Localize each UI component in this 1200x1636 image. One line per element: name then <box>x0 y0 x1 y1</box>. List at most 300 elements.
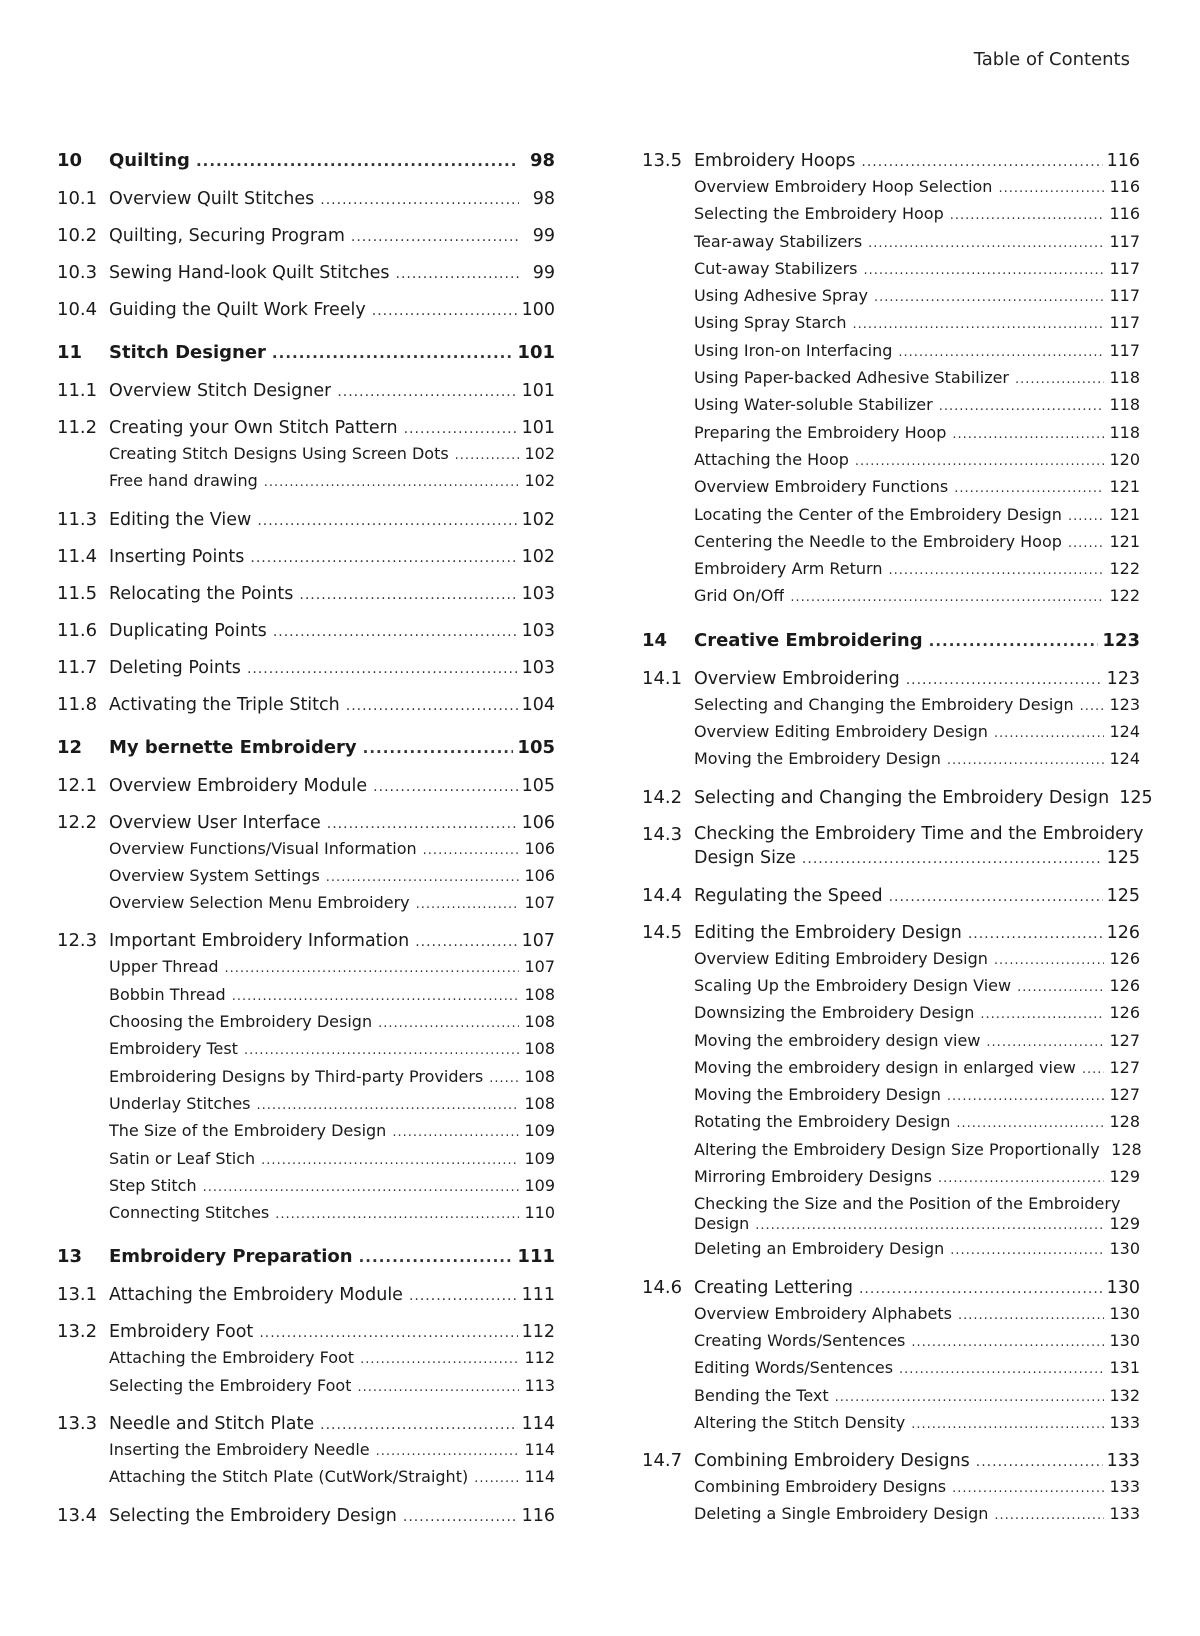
toc-page: 117 <box>1109 313 1140 333</box>
toc-title: Choosing the Embroidery Design <box>109 1012 373 1032</box>
toc-section-entry[interactable] <box>57 299 555 326</box>
toc-title: Creating your Own Stitch Pattern <box>109 418 398 438</box>
toc-title: Guiding the Quilt Work Freely <box>109 300 366 320</box>
toc-subsection-entry[interactable] <box>57 1067 555 1094</box>
toc-page: 126 <box>1109 1003 1140 1023</box>
toc-subsection-entry[interactable] <box>57 1348 555 1375</box>
toc-section-entry[interactable] <box>57 657 555 684</box>
toc-page: 117 <box>1109 286 1140 306</box>
toc-number: 14.6 <box>642 1276 683 1298</box>
toc-title: Connecting Stitches <box>109 1203 270 1223</box>
toc-leader <box>899 1362 1104 1377</box>
toc-title: Altering the Stitch Density <box>694 1412 906 1432</box>
toc-title: Preparing the Embroidery Hoop <box>694 422 947 442</box>
toc-section-entry[interactable] <box>57 546 555 573</box>
toc-page: 98 <box>532 189 555 209</box>
toc-number: 13.2 <box>57 1321 98 1343</box>
toc-leader <box>889 889 1103 905</box>
toc-right-column <box>642 150 1153 1532</box>
toc-leader <box>911 1417 1104 1432</box>
toc-leader <box>1017 980 1104 995</box>
toc-page: 105 <box>517 736 555 758</box>
toc-section-entry[interactable] <box>57 262 555 289</box>
toc-page: 127 <box>1109 1030 1140 1050</box>
toc-leader <box>272 344 514 362</box>
toc-section-entry[interactable] <box>57 225 555 252</box>
toc-subsection-entry[interactable] <box>642 695 1140 722</box>
toc-title: Overview Editing Embroidery Design <box>694 722 988 742</box>
toc-subsection-entry[interactable] <box>642 1358 1140 1385</box>
toc-page: 122 <box>1109 586 1140 606</box>
toc-title: Overview System Settings <box>109 865 320 885</box>
toc-title: Overview User Interface <box>109 812 321 833</box>
toc-leader <box>835 1390 1104 1405</box>
toc-page: 101 <box>521 381 555 401</box>
toc-leader <box>360 1352 519 1367</box>
toc-page: 116 <box>1109 204 1140 224</box>
toc-title: Deleting an Embroidery Design <box>694 1239 945 1259</box>
toc-section-entry[interactable] <box>642 922 1140 949</box>
toc-section-entry[interactable] <box>642 150 1140 177</box>
toc-page: 131 <box>1109 1358 1140 1378</box>
toc-title: Creating Words/Sentences <box>694 1330 906 1350</box>
toc-title: Creating Stitch Designs Using Screen Dots <box>109 444 449 463</box>
toc-title: Duplicating Points <box>109 620 267 641</box>
toc-title: Scaling Up the Embroidery Design View <box>694 975 1012 995</box>
toc-page: 114 <box>521 1414 555 1435</box>
toc-title: Bobbin Thread <box>109 984 226 1004</box>
toc-page: 101 <box>521 418 555 438</box>
toc-title: Moving the Embroidery Design <box>694 1085 941 1105</box>
toc-leader <box>372 303 518 319</box>
toc-subsection-entry[interactable] <box>642 976 1140 1003</box>
toc-number: 12.3 <box>57 930 98 952</box>
toc-page: 121 <box>1109 477 1140 497</box>
toc-title: Selecting and Changing the Embroidery Design <box>694 787 1110 808</box>
toc-subsection-entry[interactable] <box>57 1203 555 1230</box>
toc-title: Selecting and Changing the Embroidery Design <box>694 694 1074 714</box>
toc-subsection-entry[interactable] <box>642 341 1140 368</box>
toc-subsection-entry[interactable] <box>57 1039 555 1066</box>
toc-number: 13.4 <box>57 1504 98 1526</box>
toc-title: Creating Lettering <box>694 1277 853 1298</box>
toc-number: 11.4 <box>57 545 98 567</box>
toc-page: 107 <box>524 893 555 913</box>
toc-subsection-entry[interactable] <box>642 1167 1140 1194</box>
toc-title: Using Iron-on Interfacing <box>694 340 893 360</box>
toc-leader <box>950 1243 1104 1258</box>
toc-page: 98 <box>529 150 555 171</box>
toc-title: Upper Thread <box>109 957 219 977</box>
toc-subsection-entry[interactable] <box>57 471 555 498</box>
toc-page: 126 <box>1109 948 1140 968</box>
toc-number: 11 <box>57 342 83 363</box>
toc-page: 118 <box>1109 368 1140 388</box>
toc-page: 108 <box>524 984 555 1004</box>
toc-title: Rotating the Embroidery Design <box>694 1112 951 1132</box>
toc-leader <box>409 1288 518 1304</box>
toc-leader <box>868 236 1104 251</box>
toc-title: Combining Embroidery Designs <box>694 1451 970 1472</box>
toc-subsection-entry[interactable] <box>57 893 555 920</box>
toc-title: Overview Selection Menu Embroidery <box>109 893 410 913</box>
toc-subsection-entry[interactable] <box>57 866 555 893</box>
toc-page: 127 <box>1109 1085 1140 1105</box>
toc-section-entry[interactable] <box>642 1450 1140 1477</box>
toc-subsection-entry[interactable] <box>57 1012 555 1039</box>
toc-section-entry[interactable] <box>57 1321 555 1348</box>
toc-leader <box>861 154 1102 170</box>
toc-number: 13.3 <box>57 1413 98 1435</box>
toc-subsection-entry[interactable] <box>642 177 1140 204</box>
toc-section-entry[interactable] <box>57 1413 555 1440</box>
toc-leader <box>998 181 1104 196</box>
toc-page: 132 <box>1109 1385 1140 1405</box>
toc-subsection-entry[interactable] <box>642 204 1140 231</box>
toc-page: 127 <box>1109 1057 1140 1077</box>
toc-leader <box>423 843 519 858</box>
toc-title: Locating the Center of the Embroidery Design <box>694 504 1062 524</box>
toc-title: Embroidery Preparation <box>109 1246 353 1268</box>
toc-page: 120 <box>1109 449 1140 469</box>
toc-title: Using Water-soluble Stabilizer <box>694 395 933 415</box>
toc-leader <box>802 851 1103 867</box>
toc-subsection-entry[interactable] <box>642 313 1140 340</box>
toc-leader <box>958 1308 1104 1323</box>
toc-title: Using Adhesive Spray <box>694 286 869 306</box>
toc-leader <box>906 672 1103 688</box>
toc-subsection-entry[interactable] <box>57 1094 555 1121</box>
toc-leader <box>392 1125 519 1140</box>
toc-page: 125 <box>1106 885 1140 906</box>
toc-page: 125 <box>1106 847 1140 868</box>
toc-section-entry[interactable] <box>57 417 555 444</box>
toc-subsection-entry[interactable] <box>642 1112 1140 1139</box>
toc-subsection-entry[interactable] <box>642 532 1140 559</box>
toc-title-line2-row <box>694 1214 1140 1239</box>
toc-title: Using Paper-backed Adhesive Stabilizer <box>694 368 1010 388</box>
toc-page: 109 <box>524 1121 555 1141</box>
toc-leader <box>1080 699 1104 714</box>
toc-leader <box>952 1481 1104 1496</box>
toc-subsection-entry[interactable] <box>642 1239 1140 1266</box>
toc-number: 10.4 <box>57 299 98 320</box>
toc-page: 129 <box>1109 1167 1140 1187</box>
toc-page: 103 <box>521 583 555 604</box>
toc-subsection-entry[interactable] <box>642 1304 1140 1331</box>
toc-title: Free hand drawing <box>109 471 258 491</box>
toc-page: 105 <box>521 775 555 796</box>
toc-subsection-entry[interactable] <box>642 259 1140 286</box>
toc-title: Combining Embroidery Designs <box>694 1477 947 1497</box>
toc-subsection-entry[interactable] <box>642 1194 1140 1239</box>
toc-section-entry[interactable] <box>642 1277 1140 1304</box>
toc-title: Overview Functions/Visual Information <box>109 838 417 858</box>
toc-page: 111 <box>521 1285 555 1306</box>
toc-subsection-entry[interactable] <box>642 1504 1140 1531</box>
toc-page: 133 <box>1109 1477 1140 1497</box>
toc-subsection-entry[interactable] <box>642 505 1140 532</box>
toc-leader <box>376 1444 519 1459</box>
toc-leader <box>359 1248 514 1266</box>
toc-subsection-entry[interactable] <box>57 985 555 1012</box>
toc-number: 14.7 <box>642 1450 683 1472</box>
toc-subsection-entry[interactable] <box>642 450 1140 477</box>
toc-leader <box>320 192 519 208</box>
toc-subsection-entry[interactable] <box>642 949 1140 976</box>
toc-page: 108 <box>524 1066 555 1086</box>
toc-number: 12.2 <box>57 811 98 833</box>
toc-title: Embroidery Foot <box>109 1322 254 1343</box>
toc-chapter-entry[interactable] <box>57 1246 555 1274</box>
toc-page: 117 <box>1109 340 1140 360</box>
toc-leader <box>968 926 1103 942</box>
toc-leader <box>950 208 1104 223</box>
toc-title: Selecting the Embroidery Hoop <box>694 204 944 224</box>
toc-subsection-entry[interactable] <box>57 1121 555 1148</box>
toc-subsection-entry[interactable] <box>642 1031 1140 1058</box>
toc-section-entry[interactable] <box>57 188 555 215</box>
toc-section-entry[interactable] <box>57 1284 555 1311</box>
toc-page: 99 <box>532 263 555 283</box>
toc-title: Overview Editing Embroidery Design <box>694 948 988 968</box>
toc-title: Relocating the Points <box>109 583 294 604</box>
toc-leader <box>196 152 519 170</box>
toc-leader <box>273 624 518 640</box>
toc-leader <box>203 1180 519 1195</box>
toc-title: Overview Embroidery Alphabets <box>694 1303 952 1323</box>
toc-subsection-entry[interactable] <box>642 1003 1140 1030</box>
toc-leader <box>980 1007 1104 1022</box>
toc-title: Inserting Points <box>109 546 245 567</box>
toc-leader <box>755 1218 1104 1233</box>
toc-subsection-entry[interactable] <box>57 444 555 471</box>
toc-leader <box>337 384 517 400</box>
toc-page: 103 <box>521 620 555 641</box>
toc-leader <box>327 816 518 832</box>
toc-subsection-entry[interactable] <box>642 1477 1140 1504</box>
toc-leader <box>275 1207 519 1222</box>
toc-section-entry[interactable] <box>57 930 555 957</box>
toc-section-entry[interactable] <box>642 885 1140 912</box>
toc-leader <box>224 961 519 976</box>
toc-title-line2: Design <box>694 1214 750 1234</box>
toc-section-entry[interactable] <box>57 1505 555 1532</box>
toc-chapter-entry[interactable] <box>57 737 555 765</box>
toc-page: 113 <box>524 1375 555 1395</box>
toc-page: 108 <box>524 1012 555 1032</box>
toc-subsection-entry[interactable] <box>642 423 1140 450</box>
toc-leader <box>373 779 517 795</box>
toc-chapter-entry[interactable] <box>642 630 1140 658</box>
toc-leader <box>455 448 519 463</box>
toc-leader <box>320 1417 517 1433</box>
toc-section-entry[interactable] <box>57 812 555 839</box>
toc-section-entry[interactable] <box>57 380 555 407</box>
toc-number: 10.2 <box>57 225 98 246</box>
toc-section-entry[interactable] <box>57 509 555 536</box>
toc-number: 10 <box>57 150 83 171</box>
toc-page: 117 <box>1109 258 1140 278</box>
toc-number: 14.1 <box>642 667 683 689</box>
toc-number: 11.3 <box>57 508 98 530</box>
toc-title: Deleting Points <box>109 657 241 678</box>
toc-title: Sewing Hand-look Quilt Stitches <box>109 263 390 283</box>
toc-title: Editing the View <box>109 509 252 530</box>
toc-page: 107 <box>521 931 555 952</box>
toc-leader <box>247 661 518 677</box>
toc-title: Underlay Stitches <box>109 1093 251 1113</box>
toc-title: Overview Embroidery Functions <box>694 477 949 497</box>
toc-page: 129 <box>1109 1214 1140 1234</box>
toc-page: 121 <box>1109 504 1140 524</box>
toc-page: 123 <box>1106 668 1140 689</box>
toc-left-column <box>57 150 555 1532</box>
toc-number: 11.8 <box>57 693 98 715</box>
toc-page: 130 <box>1109 1239 1140 1259</box>
toc-leader <box>261 1153 519 1168</box>
toc-subsection-entry[interactable] <box>642 395 1140 422</box>
toc-number: 13.5 <box>642 150 683 171</box>
toc-page: 126 <box>1109 975 1140 995</box>
toc-number: 11.1 <box>57 380 98 401</box>
toc-page: 109 <box>524 1148 555 1168</box>
toc-section-entry[interactable] <box>57 620 555 647</box>
toc-number: 13 <box>57 1246 83 1268</box>
toc-title-line1: Checking the Embroidery Time and the Embroidery <box>694 823 1144 844</box>
toc-leader <box>257 513 517 529</box>
toc-title: Overview Quilt Stitches <box>109 189 315 209</box>
toc-section-entry[interactable] <box>642 823 1144 875</box>
toc-page: 118 <box>1109 395 1140 415</box>
toc-leader <box>938 1171 1104 1186</box>
toc-page: 106 <box>524 865 555 885</box>
toc-subsection-entry[interactable] <box>57 1440 555 1467</box>
toc-title: Overview Embroidery Module <box>109 775 368 796</box>
toc-title: The Size of the Embroidery Design <box>109 1121 387 1141</box>
toc-leader <box>416 897 519 912</box>
toc-page: 116 <box>1106 151 1140 171</box>
toc-chapter-entry[interactable] <box>57 342 555 370</box>
toc-leader <box>299 587 517 603</box>
toc-title-line2: Design Size <box>694 847 796 868</box>
toc-page: 101 <box>517 342 555 363</box>
toc-subsection-entry[interactable] <box>57 1149 555 1176</box>
toc-subsection-entry[interactable] <box>642 232 1140 259</box>
toc-page: 106 <box>524 838 555 858</box>
toc-subsection-entry[interactable] <box>642 1386 1140 1413</box>
toc-subsection-entry[interactable] <box>642 749 1140 776</box>
toc-page: 100 <box>521 300 555 320</box>
toc-chapter-entry[interactable] <box>57 150 555 178</box>
toc-leader <box>257 1098 520 1113</box>
toc-page: 106 <box>521 812 555 833</box>
toc-page: 103 <box>521 657 555 678</box>
toc-number: 11.7 <box>57 656 98 678</box>
toc-title: Creative Embroidering <box>694 629 923 651</box>
toc-subsection-entry[interactable] <box>642 559 1140 586</box>
toc-subsection-entry[interactable] <box>642 477 1140 504</box>
toc-title: Embroidery Test <box>109 1039 238 1059</box>
toc-leader <box>956 1116 1104 1131</box>
toc-title: Tear-away Stabilizers <box>694 231 863 251</box>
toc-page: 102 <box>524 444 555 463</box>
toc-section-entry[interactable] <box>642 786 1153 814</box>
toc-title: Using Spray Starch <box>694 313 847 333</box>
toc-subsection-entry[interactable] <box>57 1376 555 1403</box>
toc-number: 14.2 <box>642 786 683 808</box>
running-header-title: Table of Contents <box>973 49 1130 70</box>
toc-page: 116 <box>1109 177 1140 196</box>
toc-subsection-entry[interactable] <box>57 1467 555 1494</box>
toc-page: 123 <box>1102 629 1140 651</box>
toc-subsection-entry[interactable] <box>642 1331 1140 1358</box>
toc-subsection-entry[interactable] <box>57 957 555 984</box>
toc-page: 118 <box>1109 422 1140 442</box>
toc-title: Editing Words/Sentences <box>694 1358 894 1378</box>
toc-leader <box>864 263 1105 278</box>
toc-subsection-entry[interactable] <box>57 1176 555 1203</box>
toc-subsection-entry[interactable] <box>57 839 555 866</box>
toc-leader <box>489 1071 519 1086</box>
toc-title: Moving the embroidery design view <box>694 1030 981 1050</box>
toc-subsection-entry[interactable] <box>642 586 1140 613</box>
toc-title-line1: Checking the Size and the Position of the Embroidery <box>694 1194 1121 1214</box>
toc-title: Altering the Embroidery Design Size Proportionally <box>694 1139 1100 1159</box>
toc-subsection-entry[interactable] <box>642 1413 1140 1440</box>
toc-leader <box>874 290 1104 305</box>
toc-title: Selecting the Embroidery Foot <box>109 1375 352 1395</box>
toc-leader <box>898 345 1104 360</box>
toc-subsection-entry[interactable] <box>642 1140 1140 1167</box>
toc-subsection-entry[interactable] <box>642 1058 1140 1085</box>
toc-section-entry[interactable] <box>57 694 555 721</box>
toc-page: 114 <box>524 1467 555 1487</box>
toc-leader <box>326 870 519 885</box>
toc-leader <box>250 550 517 566</box>
toc-page: 121 <box>1109 531 1140 551</box>
toc-title: Embroidery Arm Return <box>694 559 883 579</box>
toc-section-entry[interactable] <box>57 583 555 610</box>
toc-subsection-entry[interactable] <box>642 1085 1140 1112</box>
toc-page: 122 <box>1109 559 1140 579</box>
toc-page: 116 <box>521 1505 555 1526</box>
toc-page: 112 <box>524 1348 555 1368</box>
toc-page: 123 <box>1109 694 1140 714</box>
toc-page: 133 <box>1106 1451 1140 1472</box>
toc-title: Moving the Embroidery Design <box>694 749 941 769</box>
toc-subsection-entry[interactable] <box>642 286 1140 313</box>
toc-title: Attaching the Hoop <box>694 449 849 469</box>
toc-leader <box>357 1380 519 1395</box>
toc-title: Overview Stitch Designer <box>109 381 332 401</box>
toc-page: 107 <box>524 957 555 977</box>
toc-subsection-entry[interactable] <box>642 368 1140 395</box>
toc-title: Stitch Designer <box>109 342 266 363</box>
toc-number: 14 <box>642 629 668 651</box>
toc-page: 128 <box>1111 1139 1142 1159</box>
toc-title: My bernette Embroidery <box>109 736 357 758</box>
toc-section-entry[interactable] <box>642 668 1140 695</box>
toc-leader <box>976 1454 1103 1470</box>
toc-title: Cut-away Stabilizers <box>694 258 858 278</box>
toc-page: 126 <box>1106 922 1140 943</box>
toc-page: 114 <box>524 1440 555 1460</box>
toc-subsection-entry[interactable] <box>642 722 1140 749</box>
toc-title: Step Stitch <box>109 1175 197 1195</box>
toc-number: 14.5 <box>642 921 683 943</box>
toc-section-entry[interactable] <box>57 775 555 802</box>
